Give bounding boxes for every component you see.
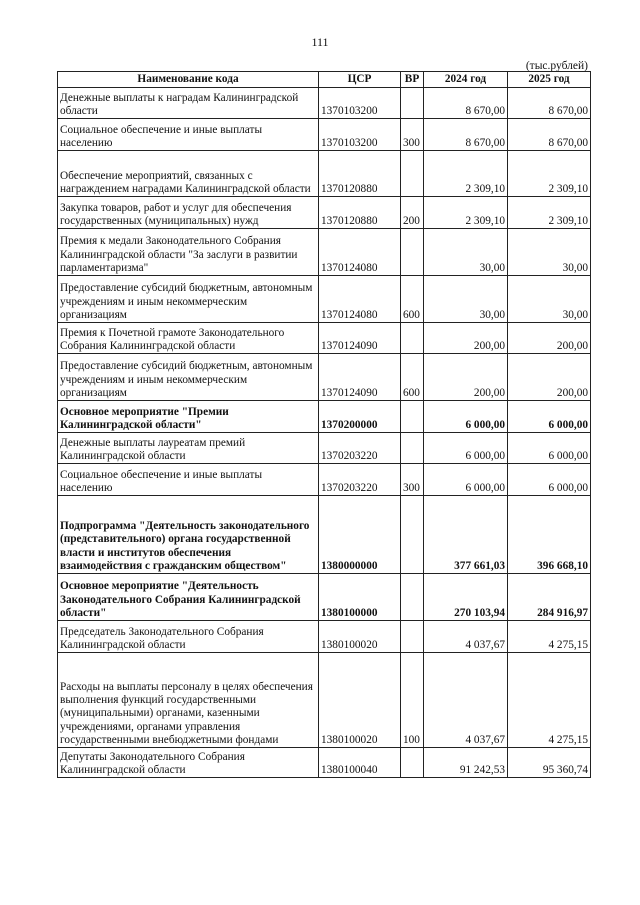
row-csr: 1370203220 xyxy=(319,464,401,496)
row-csr: 1380100020 xyxy=(319,653,401,748)
table-row xyxy=(58,401,591,433)
table-row xyxy=(58,151,591,197)
row-vr xyxy=(401,151,424,197)
row-name: Денежные выплаты к наградам Калининградской области xyxy=(58,88,319,119)
row-2024: 200,00 xyxy=(424,323,508,354)
row-name: Предоставление субсидий бюджетным, автономным учреждениям и иным некоммерческим организациям xyxy=(58,276,319,323)
row-name: Закупка товаров, работ и услуг для обеспечения государственных (муниципальных) нужд xyxy=(58,197,319,229)
row-2025: 8 670,00 xyxy=(508,119,591,151)
table-row xyxy=(58,323,591,354)
row-csr: 1370124080 xyxy=(319,276,401,323)
page-number: 111 xyxy=(311,35,329,49)
row-name: Социальное обеспечение и иные выплаты населению xyxy=(58,119,319,151)
row-2025: 6 000,00 xyxy=(508,401,591,433)
table-header-row xyxy=(58,72,591,88)
row-2025: 2 309,10 xyxy=(508,197,591,229)
table-row xyxy=(58,621,591,653)
row-2025: 30,00 xyxy=(508,276,591,323)
row-2025: 6 000,00 xyxy=(508,464,591,496)
row-2025: 8 670,00 xyxy=(508,88,591,119)
row-2024: 377 661,03 xyxy=(424,496,508,574)
row-name: Депутаты Законодательного Собрания Калининградской области xyxy=(58,748,319,778)
row-csr: 1370124090 xyxy=(319,354,401,401)
table-row xyxy=(58,748,591,778)
table-row xyxy=(58,433,591,464)
row-2024: 6 000,00 xyxy=(424,433,508,464)
units-label: (тыс.рублей) xyxy=(525,60,588,72)
row-csr: 1380000000 xyxy=(319,496,401,574)
header-2025: 2025 год xyxy=(508,72,591,88)
row-2024: 30,00 xyxy=(424,276,508,323)
row-2024: 200,00 xyxy=(424,354,508,401)
table-row xyxy=(58,354,591,401)
row-vr xyxy=(401,433,424,464)
row-2025: 4 275,15 xyxy=(508,621,591,653)
row-csr: 1380100000 xyxy=(319,574,401,621)
row-vr: 300 xyxy=(401,119,424,151)
row-name: Премия к медали Законодательного Собрания Калининградской области "За заслуги в развитии парламентаризма" xyxy=(58,229,319,276)
row-2024: 4 037,67 xyxy=(424,621,508,653)
row-vr: 600 xyxy=(401,354,424,401)
table-row xyxy=(58,229,591,276)
row-2025: 396 668,10 xyxy=(508,496,591,574)
table-row xyxy=(58,276,591,323)
row-2024: 30,00 xyxy=(424,229,508,276)
row-vr xyxy=(401,574,424,621)
row-csr: 1370200000 xyxy=(319,401,401,433)
row-vr xyxy=(401,748,424,778)
row-2025: 200,00 xyxy=(508,323,591,354)
row-csr: 1370120880 xyxy=(319,197,401,229)
row-2025: 6 000,00 xyxy=(508,433,591,464)
row-2024: 8 670,00 xyxy=(424,88,508,119)
row-2025: 4 275,15 xyxy=(508,653,591,748)
table-row xyxy=(58,88,591,119)
row-name: Председатель Законодательного Собрания Калининградской области xyxy=(58,621,319,653)
row-2024: 4 037,67 xyxy=(424,653,508,748)
row-vr xyxy=(401,401,424,433)
row-vr: 600 xyxy=(401,276,424,323)
row-csr: 1370124090 xyxy=(319,323,401,354)
header-vr: ВР xyxy=(401,72,424,88)
row-vr xyxy=(401,323,424,354)
table-row xyxy=(58,197,591,229)
row-csr: 1370103200 xyxy=(319,119,401,151)
row-2024: 91 242,53 xyxy=(424,748,508,778)
row-2025: 200,00 xyxy=(508,354,591,401)
row-vr: 100 xyxy=(401,653,424,748)
row-vr: 200 xyxy=(401,197,424,229)
row-name: Социальное обеспечение и иные выплаты населению xyxy=(58,464,319,496)
header-name: Наименование кода xyxy=(58,72,319,88)
table-row xyxy=(58,464,591,496)
row-2025: 30,00 xyxy=(508,229,591,276)
row-vr xyxy=(401,88,424,119)
row-2024: 2 309,10 xyxy=(424,151,508,197)
row-name: Основное мероприятие "Деятельность Законодательного Собрания Калининградской области" xyxy=(58,574,319,621)
row-name: Подпрограмма "Деятельность законодательного (представительного) органа государственной власти и институтов обеспечения взаимодействия с гражданским обществом" xyxy=(58,496,319,574)
header-csr: ЦСР xyxy=(319,72,401,88)
row-csr: 1370203220 xyxy=(319,433,401,464)
row-2025: 284 916,97 xyxy=(508,574,591,621)
row-2024: 6 000,00 xyxy=(424,464,508,496)
row-csr: 1370103200 xyxy=(319,88,401,119)
row-2024: 2 309,10 xyxy=(424,197,508,229)
row-vr xyxy=(401,621,424,653)
table-row xyxy=(58,574,591,621)
table-row xyxy=(58,496,591,574)
row-csr: 1380100020 xyxy=(319,621,401,653)
row-2024: 6 000,00 xyxy=(424,401,508,433)
row-name: Предоставление субсидий бюджетным, автономным учреждениям и иным некоммерческим организациям xyxy=(58,354,319,401)
table-row xyxy=(58,653,591,748)
row-csr: 1380100040 xyxy=(319,748,401,778)
row-csr: 1370124080 xyxy=(319,229,401,276)
row-name: Расходы на выплаты персоналу в целях обеспечения выполнения функций государственными (муниципальными) органами, казенными учреждениями, органами управления государственными внебюджетными фондами xyxy=(58,653,319,748)
table-row xyxy=(58,119,591,151)
row-vr xyxy=(401,229,424,276)
row-vr xyxy=(401,496,424,574)
row-name: Обеспечение мероприятий, связанных с награждением наградами Калининградской области xyxy=(58,151,319,197)
row-csr: 1370120880 xyxy=(319,151,401,197)
row-name: Основное мероприятие "Премии Калининградской области" xyxy=(58,401,319,433)
row-name: Премия к Почетной грамоте Законодательного Собрания Калининградской области xyxy=(58,323,319,354)
row-2024: 8 670,00 xyxy=(424,119,508,151)
row-2024: 270 103,94 xyxy=(424,574,508,621)
row-name: Денежные выплаты лауреатам премий Калининградской области xyxy=(58,433,319,464)
row-2025: 95 360,74 xyxy=(508,748,591,778)
header-2024: 2024 год xyxy=(424,72,508,88)
row-2025: 2 309,10 xyxy=(508,151,591,197)
row-vr: 300 xyxy=(401,464,424,496)
budget-table xyxy=(57,71,591,778)
